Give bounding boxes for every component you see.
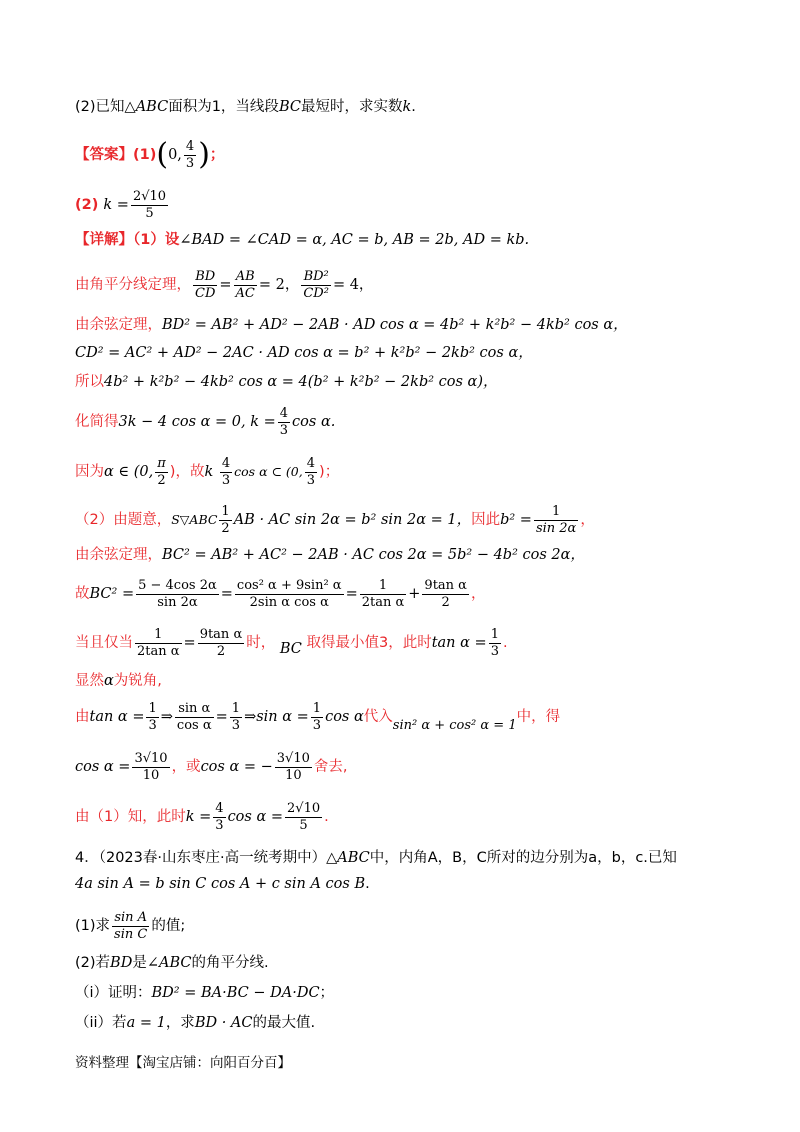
den: 2tan α xyxy=(361,594,405,610)
den: 3 xyxy=(215,817,224,833)
math: cos α = xyxy=(227,809,284,825)
math: α ∈ (0, xyxy=(104,464,154,480)
den: 2 xyxy=(216,643,226,659)
text: 代入 xyxy=(363,709,393,725)
math: k = xyxy=(103,197,129,213)
text: 的角平分线. xyxy=(191,955,269,971)
fraction xyxy=(136,578,219,611)
math: cos α = xyxy=(75,759,131,775)
num: 5 − 4cos 2α xyxy=(138,577,217,593)
line-cos-value xyxy=(75,748,740,786)
question-4-header xyxy=(75,848,740,868)
num: 1 xyxy=(221,503,230,519)
answer-line-1 xyxy=(75,138,740,172)
math: cos α xyxy=(325,709,364,725)
math: 4a sin A = b sin C cos A + c sin A cos B xyxy=(75,876,366,892)
den: 5 xyxy=(299,817,308,833)
fraction xyxy=(146,701,158,734)
den: 3 xyxy=(185,155,195,171)
text: 由余弦定理， xyxy=(75,317,162,333)
math: ∠BAD = ∠CAD = α, AC = b, AB = 2b, AD = kb. xyxy=(179,232,530,248)
question-number: 4．（2023春·山东枣庄·高一统考期中） xyxy=(75,850,327,866)
math: tan α = xyxy=(89,709,145,725)
num: 1 xyxy=(231,700,241,716)
num: 4 xyxy=(221,455,231,471)
detail-label: 【详解】（1）设 xyxy=(75,232,180,248)
math: k xyxy=(402,99,412,115)
question-4-part-2ii xyxy=(75,1013,740,1033)
line-area xyxy=(75,503,740,537)
math: BD² = BA·BC − DA·DC xyxy=(151,985,320,1001)
fraction xyxy=(193,269,217,302)
text: 是 xyxy=(132,955,147,971)
den: 2sin α cos α xyxy=(249,594,329,610)
line-angle-bisector xyxy=(75,268,740,302)
text: . xyxy=(324,809,329,825)
math: BD · AC xyxy=(194,1015,253,1031)
math: BC² = AB² + AC² − 2AB · AC cos 2α = 5b² − 4b² cos 2α， xyxy=(162,547,585,563)
line-therefore xyxy=(75,372,740,392)
question-4-part-2i xyxy=(75,983,740,1003)
num: 4 xyxy=(215,800,224,816)
fraction xyxy=(489,627,501,660)
fraction xyxy=(360,578,407,611)
math: a = 1 xyxy=(126,1015,166,1031)
math: BC xyxy=(278,99,301,115)
math: = 4， xyxy=(332,277,374,293)
math: ∠ABC xyxy=(146,955,192,971)
text: 舍去, xyxy=(313,759,348,775)
den: 3 xyxy=(312,717,322,733)
text: 为锐角, xyxy=(113,673,162,689)
fraction xyxy=(285,801,322,834)
text: 由 xyxy=(75,709,90,725)
fraction xyxy=(422,578,469,611)
num: 2√10 xyxy=(132,188,167,204)
text: 显然 xyxy=(75,673,104,689)
den: 3 xyxy=(279,422,289,438)
fraction xyxy=(132,751,169,784)
math: BC² = xyxy=(89,586,135,602)
math: BC xyxy=(279,641,302,657)
fraction xyxy=(234,269,257,302)
num: sin A xyxy=(112,910,149,927)
answer-line-2 xyxy=(75,188,740,222)
text: （2）由题意， xyxy=(75,512,172,528)
math: 3k − 4 cos α = 0, k = xyxy=(118,414,276,430)
fraction xyxy=(219,504,231,537)
fraction xyxy=(301,269,331,302)
den: 3 xyxy=(490,643,499,659)
text: 取得最小值3，此时 xyxy=(306,635,432,651)
den: 10 xyxy=(142,767,160,783)
fraction xyxy=(184,139,196,172)
answer-label: 【答案】(1) xyxy=(75,147,157,163)
question-4-part-2 xyxy=(75,953,740,973)
line-cosine-cd xyxy=(75,343,740,363)
fraction xyxy=(235,578,344,611)
num: BD xyxy=(193,269,217,286)
text: ， xyxy=(470,586,486,602)
num: 9tan α xyxy=(424,577,467,593)
text: 最短时，求实数 xyxy=(300,99,403,115)
text: 当且仅当 xyxy=(75,635,133,651)
text: 化简得 xyxy=(75,414,119,430)
text: 时， xyxy=(246,635,276,651)
fraction xyxy=(275,751,312,784)
den: 3 xyxy=(148,717,157,733)
fraction xyxy=(305,456,317,489)
text: 面积为1，当线段 xyxy=(168,99,279,115)
text: 中，得 xyxy=(516,709,561,725)
math: cos α ⊂ (0, xyxy=(234,464,303,479)
math: △ABC xyxy=(124,99,169,115)
text: 的最大值. xyxy=(252,1015,316,1031)
math: CD² = AC² + AD² − 2AC · AD cos α = b² + k²b² − 2kb² cos α， xyxy=(75,345,533,361)
line-substitute: 由tan α = $\frac{1}{3}$ ⇒ $\frac{\text{sin α}}{\text{cos α}}$ = $\frac{1}{3}$ ⇒sin α = $\frac{1}{3}$ cos α代入sin² α + cos² α = 1中，得 xyxy=(75,700,561,733)
num: AB xyxy=(234,269,257,286)
num: 3√10 xyxy=(276,750,310,766)
fraction xyxy=(230,701,242,734)
line-final-k xyxy=(75,798,740,836)
math: = 2， xyxy=(258,277,300,293)
math: BD xyxy=(110,955,133,971)
math: AB · AC sin 2α = b² sin 2α = 1， xyxy=(233,512,472,528)
den: 3 xyxy=(221,472,231,488)
text: ， xyxy=(580,512,595,528)
math: 0, xyxy=(168,147,182,163)
text: 所以 xyxy=(75,374,104,390)
text: 由（1）知，此时 xyxy=(75,809,186,825)
text: ； xyxy=(319,985,335,1001)
den: 5 xyxy=(145,205,154,221)
text: (2)若 xyxy=(75,955,111,971)
text: （i）证明： xyxy=(75,985,152,1001)
den: sin 2α xyxy=(535,520,577,536)
line-acute xyxy=(75,671,740,691)
text: 因此 xyxy=(471,512,501,528)
text: 中，内角 xyxy=(369,850,428,866)
math: = xyxy=(219,277,232,293)
text: (1)求 xyxy=(75,918,111,934)
detail-line xyxy=(75,230,740,250)
num: 1 xyxy=(360,578,407,595)
num: sin α xyxy=(175,701,214,718)
math: cos α = − xyxy=(200,759,273,775)
math: cos α. xyxy=(292,414,336,430)
text: 的值; xyxy=(151,918,186,934)
math: + xyxy=(408,586,421,602)
fraction xyxy=(112,910,149,943)
text: )，故 xyxy=(169,464,205,480)
den: cos α xyxy=(176,717,212,733)
den: AC xyxy=(235,285,255,301)
num: 1 xyxy=(534,504,578,521)
num: cos² α + 9sin² α xyxy=(236,577,342,593)
num: 4 xyxy=(279,405,289,421)
den: 2 xyxy=(221,520,230,536)
paren: ) xyxy=(198,137,210,172)
den: 2tan α xyxy=(137,643,180,659)
text: 因为 xyxy=(75,464,104,480)
fraction xyxy=(155,456,168,489)
question-2-statement xyxy=(75,97,740,117)
fraction xyxy=(278,406,290,439)
text: (2)已知 xyxy=(75,99,125,115)
den: CD xyxy=(195,285,216,301)
fraction xyxy=(175,701,214,734)
den: CD² xyxy=(303,285,329,301)
math: S▽ABC xyxy=(171,512,218,527)
text: ，求 xyxy=(165,1015,195,1031)
num: 3√10 xyxy=(134,750,168,766)
text: )； xyxy=(319,464,340,480)
line-cosine-bc xyxy=(75,545,740,565)
num: 1 xyxy=(148,700,157,716)
fraction xyxy=(311,701,323,734)
math: k = xyxy=(185,809,212,825)
line-simplify xyxy=(75,405,740,439)
footer-note: 资料整理【淘宝店铺：向阳百分百】 xyxy=(75,1055,291,1071)
num: π xyxy=(157,455,166,471)
math: k xyxy=(204,464,214,480)
num: 1 xyxy=(490,626,499,642)
fraction xyxy=(534,504,578,537)
line-range xyxy=(75,455,740,489)
math: sin² α + cos² α = 1 xyxy=(392,718,517,733)
question-4-part-1 xyxy=(75,907,740,945)
text: 由角平分线定理， xyxy=(75,277,191,293)
den: 3 xyxy=(231,717,241,733)
den: sin C xyxy=(114,926,148,942)
num: 4 xyxy=(306,455,316,471)
math: b² = xyxy=(500,512,532,528)
math: α xyxy=(104,673,114,689)
num: BD² xyxy=(301,269,331,286)
fraction xyxy=(135,627,182,660)
math: sin α = xyxy=(256,709,309,725)
num: 2√10 xyxy=(287,800,321,816)
math: △ABC xyxy=(326,850,370,866)
line-bc-squared: 故BC² = $\frac{5 - 4\cos 2\alpha}{\sin 2\alpha}$ = $\frac{\text{cos² α + 9sin² α}}{\text{2sin α cos α}}$ = $\frac{1}{\text{2tan α}}$ + $\frac{\text{9tan α}}{2}$ ， xyxy=(75,577,486,610)
text: (2) xyxy=(75,197,99,213)
fraction xyxy=(213,801,225,834)
text: . xyxy=(502,635,508,651)
text: 由余弦定理， xyxy=(75,547,162,563)
math: ⇒ xyxy=(160,709,173,725)
den: 2 xyxy=(441,594,450,610)
num: 1 xyxy=(312,700,322,716)
math: BD² = AB² + AD² − 2AB · AD cos α = 4b² + k²b² − 4kb² cos α， xyxy=(162,317,628,333)
num: 9tan α xyxy=(199,626,243,642)
den: 3 xyxy=(306,472,316,488)
den: 10 xyxy=(285,767,302,783)
math: tan α = xyxy=(431,635,487,651)
text: 故 xyxy=(75,586,90,602)
paren: ( xyxy=(156,137,169,172)
question-4-given xyxy=(75,874,740,894)
num: 1 xyxy=(135,627,182,644)
text: A，B，C所对的边分别为a，b，c.已知 xyxy=(427,850,677,866)
line-cosine-bd xyxy=(75,315,740,335)
fraction xyxy=(198,627,245,660)
text: （ii）若 xyxy=(75,1015,127,1031)
line-min-condition: 当且仅当 $\frac{1}{\text{2tan α}}$ = $\frac{\text{9tan α}}{2}$ 时， BC 取得最小值3，此时tan α = $\frac{1}{3}$ . xyxy=(75,626,508,659)
num: 4 xyxy=(185,138,195,154)
fraction xyxy=(131,189,168,222)
text: ，或 xyxy=(171,759,201,775)
den: sin 2α xyxy=(157,594,198,610)
text: . xyxy=(365,876,370,892)
den: 2 xyxy=(157,472,166,488)
math: 4b² + k²b² − 4kb² cos α = 4(b² + k²b² − 2kb² cos α)， xyxy=(104,374,498,390)
fraction xyxy=(220,456,232,489)
text: . xyxy=(411,99,416,115)
text: ； xyxy=(209,147,225,163)
